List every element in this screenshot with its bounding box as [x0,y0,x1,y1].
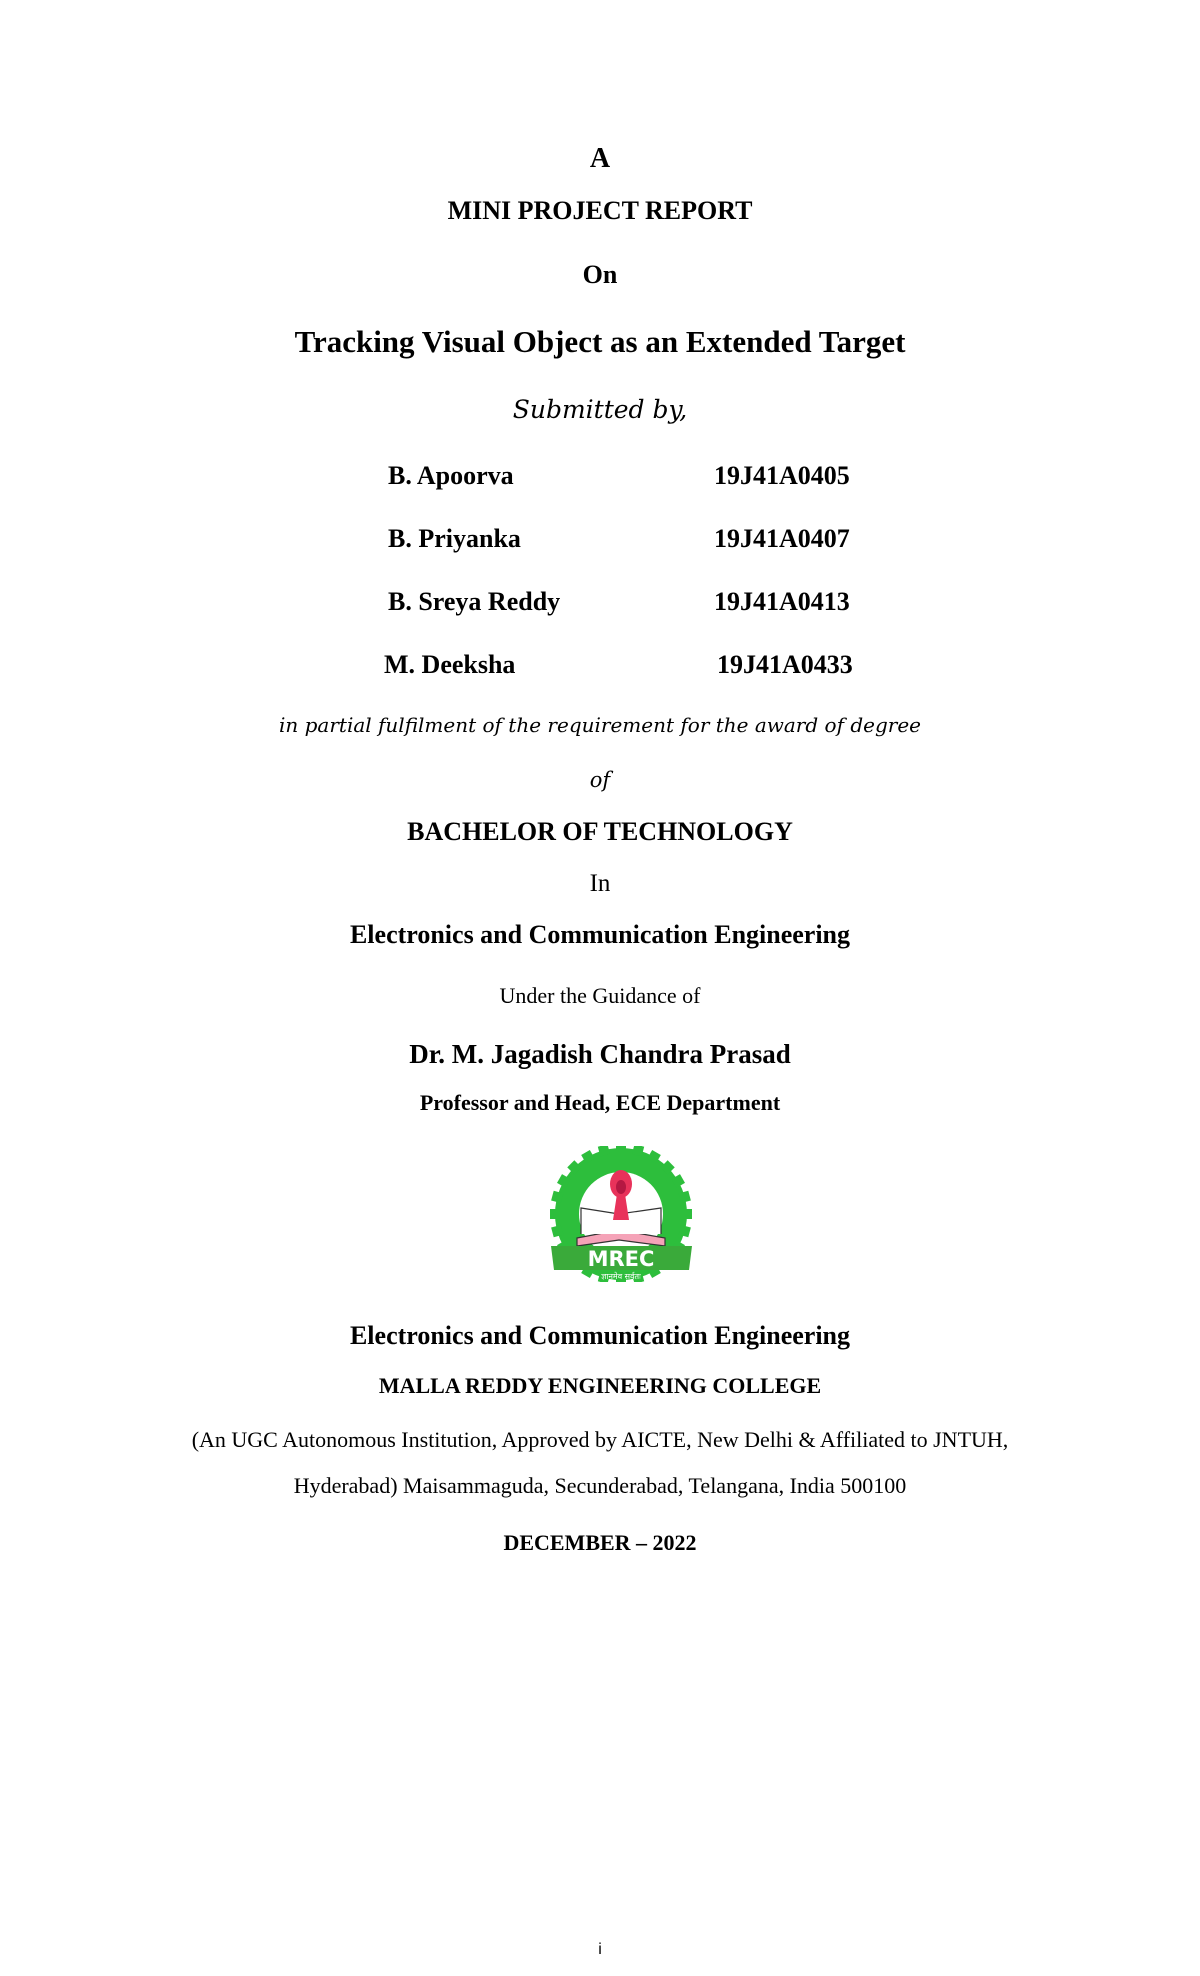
college-logo [519,1146,724,1282]
college-address-line-1: (An UGC Autonomous Institution, Approved by AICTE, New Delhi & Affiliated to JNTUH, [191,1427,1009,1452]
student-roll-number: 19J41A0413 [714,587,850,616]
submitted-by-label: Submitted by, [512,395,688,424]
logo-motto: ज्ञानमेव सर्वतः [601,1272,641,1281]
college-address-line-2: Hyderabad) Maisammaguda, Secunderabad, Telangana, India 500100 [293,1473,907,1498]
logo-acronym: MREC [587,1247,655,1271]
college-name: MALLA REDDY ENGINEERING COLLEGE [378,1373,822,1398]
degree-name: BACHELOR OF TECHNOLOGY [407,817,793,846]
degree-department: Electronics and Communication Engineering [349,920,851,949]
student-roll-number: 19J41A0405 [714,461,850,490]
student-roll-number: 19J41A0433 [717,650,853,679]
report-on-label: On [582,260,618,289]
report-date: DECEMBER – 2022 [503,1530,697,1555]
student-name: B. Priyanka [388,524,521,553]
project-title: Tracking Visual Object as an Extended Target [294,324,906,359]
logo-gear-tooth [550,1209,560,1219]
institution-department: Electronics and Communication Engineering [349,1321,851,1350]
logo-gear-tooth [616,1146,626,1153]
requirement-statement: in partial fulfilment of the requirement for the award of degree [278,713,922,737]
in-label: In [589,870,611,897]
student-name: B. Sreya Reddy [388,587,561,616]
guide-role: Professor and Head, ECE Department [419,1090,781,1115]
logo-gear-tooth [682,1209,692,1219]
guidance-intro: Under the Guidance of [499,983,701,1008]
guide-name: Dr. M. Jagadish Chandra Prasad [409,1039,791,1069]
of-label: of [589,768,611,792]
student-roll-number: 19J41A0407 [714,524,850,553]
report-type: MINI PROJECT REPORT [447,196,753,225]
page-number: i [598,1941,602,1958]
logo-flame-core [616,1180,626,1194]
student-name: B. Apoorva [388,461,514,490]
report-article: A [589,143,611,174]
student-name: M. Deeksha [384,650,516,679]
